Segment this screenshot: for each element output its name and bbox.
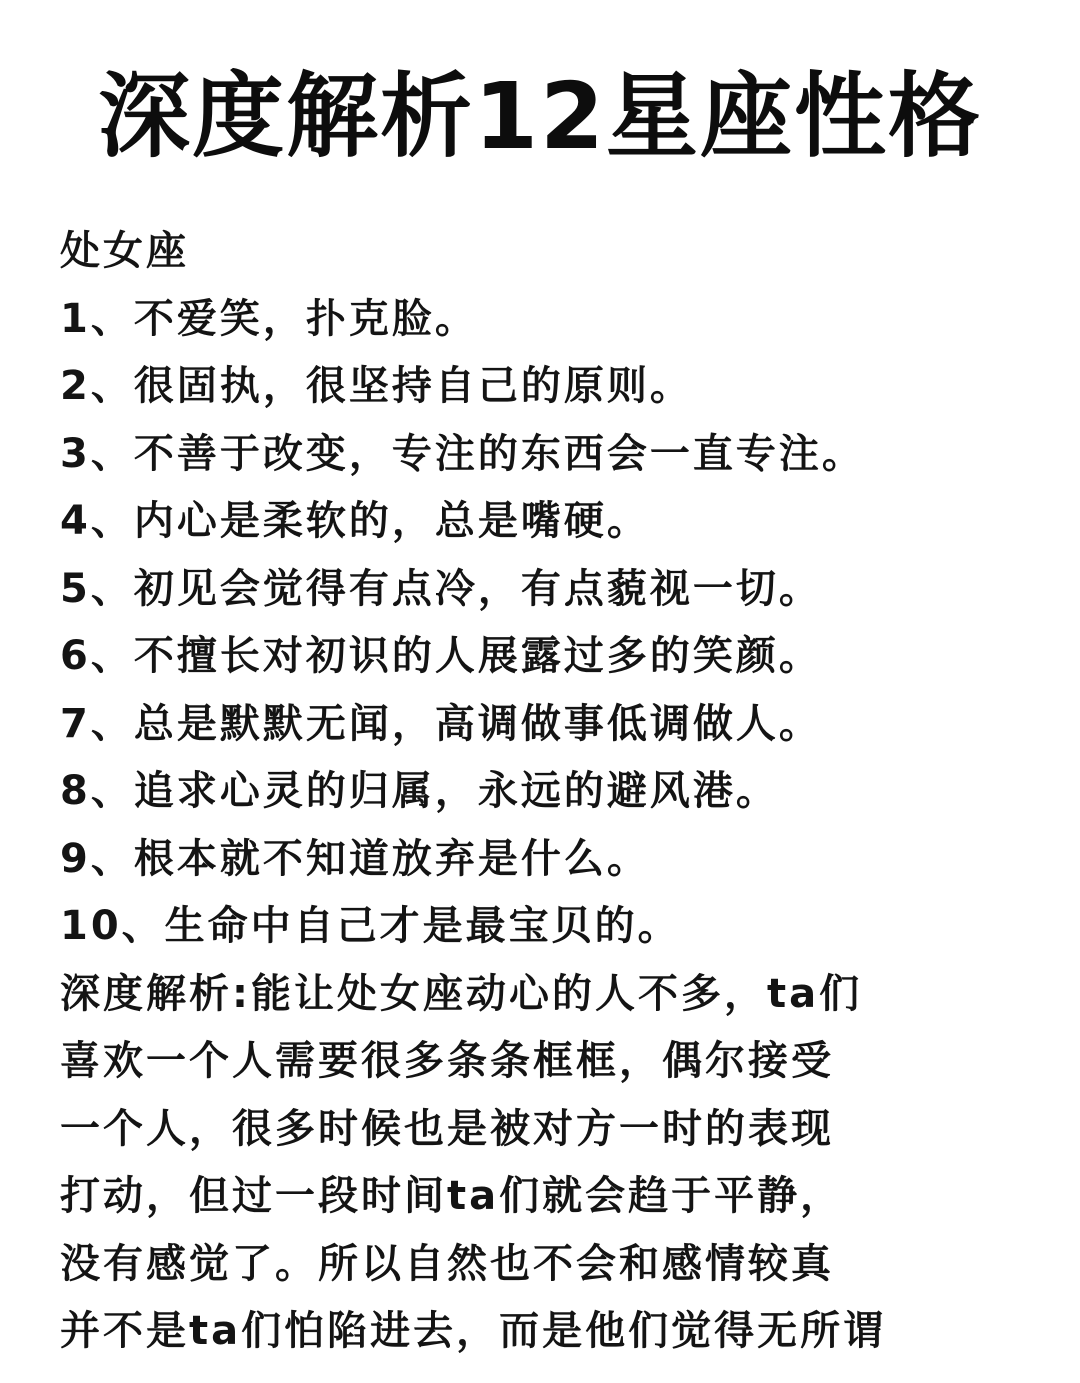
analysis-line-6: 并不是ta们怕陷进去，而是他们觉得无所谓 [60,1308,887,1354]
trait-item-9: 9、根本就不知道放弃是什么。 [60,835,650,882]
trait-item-10: 10、生命中自己才是最宝贝的。 [60,903,681,949]
trait-item-5: 5、初见会觉得有点冷，有点藐视一切。 [60,565,822,612]
article-body [60,218,1050,1366]
page-title: 深度解析12星座性格 [97,63,983,170]
trait-item-4: 4、内心是柔软的，总是嘴硬。 [60,498,650,544]
trait-item-2: 2、很固执，很坚持自己的原则。 [60,363,693,409]
trait-item-1: 1、不爱笑，扑克脸。 [60,295,478,342]
trait-item-3: 3、不善于改变，专注的东西会一直专注。 [60,430,865,477]
trait-item-6: 6、不擅长对初识的人展露过多的笑颜。 [60,633,822,679]
analysis-line-4: 打动，但过一段时间ta们就会趋于平静， [60,1173,844,1219]
trait-item-8: 8、追求心灵的归属，永远的避风港。 [60,768,779,814]
analysis-line-5: 没有感觉了。所以自然也不会和感情较真 [60,1240,834,1287]
analysis-line-2: 喜欢一个人需要很多条条框框，偶尔接受 [60,1038,834,1084]
trait-item-7: 7、总是默默无闻，高调做事低调做人。 [60,700,822,747]
analysis-line-3: 一个人，很多时候也是被对方一时的表现 [60,1105,834,1152]
analysis-line-1: 深度解析:能让处女座动心的人不多，ta们 [60,970,863,1017]
sign-heading: 处女座 [60,228,189,274]
